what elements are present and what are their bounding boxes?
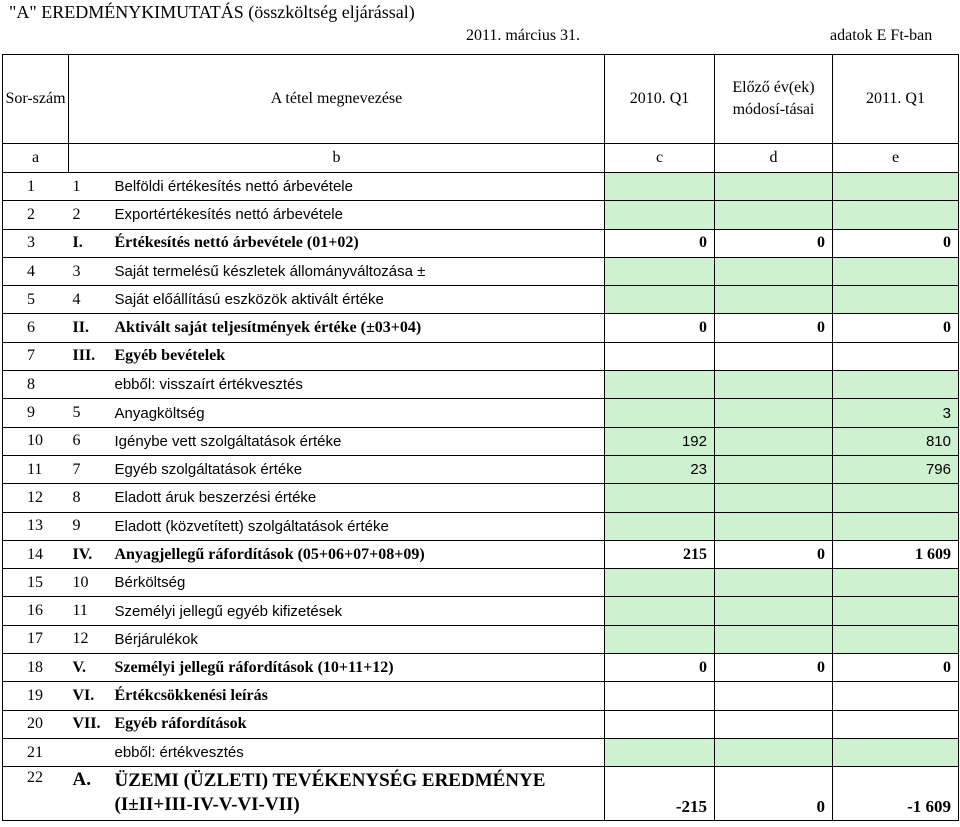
table-row	[3, 201, 959, 229]
row-item-name: Bérjárulékok	[111, 625, 605, 653]
row-value-current	[833, 682, 959, 710]
row-value-current: -1 609	[833, 767, 959, 821]
header-current-year: 2011. Q1	[833, 55, 959, 144]
row-roman-index: 5	[69, 399, 111, 427]
row-roman-index: 3	[69, 257, 111, 285]
row-item-name: Aktivált saját teljesítmények értéke (±03+04)	[111, 314, 605, 342]
row-roman-index	[69, 371, 111, 399]
row-number: 1	[3, 173, 69, 201]
row-number: 9	[3, 399, 69, 427]
row-value-current: 0	[833, 229, 959, 257]
row-value-current[interactable]: 796	[833, 455, 959, 483]
row-value-modifications[interactable]	[715, 173, 833, 201]
header-item-name: A tétel megnevezése	[69, 55, 605, 144]
row-number: 19	[3, 682, 69, 710]
row-roman-index: 11	[69, 597, 111, 625]
income-statement-table	[2, 54, 959, 821]
report-title: "A" EREDMÉNYKIMUTATÁS (összköltség eljárással)	[9, 2, 415, 22]
row-value-prev	[605, 682, 715, 710]
row-value-current: 1 609	[833, 540, 959, 568]
row-value-modifications[interactable]	[715, 484, 833, 512]
row-number: 21	[3, 738, 69, 766]
row-value-modifications[interactable]	[715, 512, 833, 540]
row-value-current: 0	[833, 654, 959, 682]
table-row	[3, 173, 959, 201]
table-row	[3, 625, 959, 653]
row-roman-index: III.	[69, 342, 111, 370]
row-roman-index: 9	[69, 512, 111, 540]
row-value-prev[interactable]	[605, 512, 715, 540]
row-item-name: ÜZEMI (ÜZLETI) TEVÉKENYSÉG EREDMÉNYE (I±II+III-IV-V-VI-VII)	[111, 767, 605, 821]
row-value-prev[interactable]	[605, 597, 715, 625]
letter-c: c	[605, 144, 715, 173]
row-value-prev[interactable]	[605, 286, 715, 314]
row-value-current[interactable]	[833, 738, 959, 766]
row-value-prev[interactable]	[605, 201, 715, 229]
row-value-current[interactable]	[833, 569, 959, 597]
row-value-modifications[interactable]	[715, 201, 833, 229]
letter-d: d	[715, 144, 833, 173]
row-value-modifications[interactable]	[715, 455, 833, 483]
row-value-modifications[interactable]	[715, 427, 833, 455]
row-number: 16	[3, 597, 69, 625]
row-roman-index: 7	[69, 455, 111, 483]
row-value-modifications[interactable]	[715, 286, 833, 314]
row-value-current	[833, 342, 959, 370]
row-value-modifications: 0	[715, 229, 833, 257]
table-row	[3, 455, 959, 483]
row-item-name: Igénybe vett szolgáltatások értéke	[111, 427, 605, 455]
row-number: 12	[3, 484, 69, 512]
row-roman-index: I.	[69, 229, 111, 257]
table-row	[3, 286, 959, 314]
row-item-name: ebből: értékvesztés	[111, 738, 605, 766]
row-number: 6	[3, 314, 69, 342]
report-date: 2011. március 31.	[466, 27, 581, 44]
row-value-prev[interactable]	[605, 484, 715, 512]
row-number: 2	[3, 201, 69, 229]
row-roman-index: 2	[69, 201, 111, 229]
table-row	[3, 512, 959, 540]
row-number: 10	[3, 427, 69, 455]
row-roman-index: 12	[69, 625, 111, 653]
table-row	[3, 484, 959, 512]
row-value-modifications	[715, 342, 833, 370]
row-value-prev[interactable]	[605, 173, 715, 201]
row-roman-index: V.	[69, 654, 111, 682]
header-sorszam: Sor-szám	[3, 55, 69, 144]
table-row	[3, 569, 959, 597]
row-roman-index: VI.	[69, 682, 111, 710]
row-item-name: Saját termelésű készletek állományváltozása ±	[111, 257, 605, 285]
row-number: 8	[3, 371, 69, 399]
row-number: 22	[3, 767, 69, 821]
row-value-current[interactable]	[833, 625, 959, 653]
row-value-modifications[interactable]	[715, 569, 833, 597]
row-value-modifications	[715, 710, 833, 738]
row-value-prev[interactable]	[605, 625, 715, 653]
row-value-prev: 0	[605, 654, 715, 682]
row-value-modifications[interactable]	[715, 371, 833, 399]
row-item-name: Eladott (közvetített) szolgáltatások értéke	[111, 512, 605, 540]
row-value-prev[interactable]	[605, 399, 715, 427]
row-value-current[interactable]	[833, 512, 959, 540]
row-item-name: Értékesítés nettó árbevétele (01+02)	[111, 229, 605, 257]
row-item-name: Exportértékesítés nettó árbevétele	[111, 201, 605, 229]
row-number: 13	[3, 512, 69, 540]
row-value-modifications[interactable]	[715, 597, 833, 625]
row-value-prev	[605, 710, 715, 738]
row-number: 5	[3, 286, 69, 314]
row-value-prev: 215	[605, 540, 715, 568]
row-roman-index: 4	[69, 286, 111, 314]
row-value-current[interactable]	[833, 484, 959, 512]
letter-e: e	[833, 144, 959, 173]
table-row	[3, 597, 959, 625]
row-roman-index	[69, 738, 111, 766]
table-row	[3, 654, 959, 682]
row-number: 3	[3, 229, 69, 257]
letter-b: b	[69, 144, 605, 173]
row-value-current[interactable]: 810	[833, 427, 959, 455]
row-item-name: Személyi jellegű egyéb kifizetések	[111, 597, 605, 625]
row-number: 15	[3, 569, 69, 597]
row-roman-index: 1	[69, 173, 111, 201]
row-value-prev: -215	[605, 767, 715, 821]
table-row	[3, 257, 959, 285]
row-value-current[interactable]	[833, 201, 959, 229]
row-value-prev[interactable]	[605, 738, 715, 766]
row-value-current[interactable]: 3	[833, 399, 959, 427]
row-item-name: Személyi jellegű ráfordítások (10+11+12)	[111, 654, 605, 682]
row-value-modifications[interactable]	[715, 399, 833, 427]
table-row	[3, 314, 959, 342]
row-value-current[interactable]	[833, 286, 959, 314]
table-row	[3, 371, 959, 399]
row-value-modifications: 0	[715, 654, 833, 682]
row-number: 14	[3, 540, 69, 568]
row-value-prev[interactable]: 192	[605, 427, 715, 455]
row-value-modifications	[715, 682, 833, 710]
row-item-name: Saját előállítású eszközök aktivált értéke	[111, 286, 605, 314]
row-item-name: Egyéb szolgáltatások értéke	[111, 455, 605, 483]
row-value-modifications: 0	[715, 540, 833, 568]
row-number: 7	[3, 342, 69, 370]
table-row	[3, 738, 959, 766]
row-value-prev[interactable]	[605, 569, 715, 597]
header-modifications: Előző év(ek) módosí-tásai	[715, 55, 833, 144]
row-item-name: Eladott áruk beszerzési értéke	[111, 484, 605, 512]
row-item-name: Értékcsökkenési leírás	[111, 682, 605, 710]
row-number: 4	[3, 257, 69, 285]
row-roman-index: A.	[69, 767, 111, 821]
row-value-current[interactable]	[833, 597, 959, 625]
row-value-prev: 0	[605, 229, 715, 257]
table-row	[3, 229, 959, 257]
row-item-name: Bérköltség	[111, 569, 605, 597]
row-item-name: Egyéb bevételek	[111, 342, 605, 370]
table-row	[3, 767, 959, 821]
table-row	[3, 682, 959, 710]
row-value-prev: 0	[605, 314, 715, 342]
row-item-name: Belföldi értékesítés nettó árbevétele	[111, 173, 605, 201]
column-header-row	[3, 55, 959, 144]
row-item-name: Egyéb ráfordítások	[111, 710, 605, 738]
row-value-prev[interactable]	[605, 371, 715, 399]
table-row	[3, 710, 959, 738]
row-number: 18	[3, 654, 69, 682]
row-number: 11	[3, 455, 69, 483]
row-item-name: ebből: visszaírt értékvesztés	[111, 371, 605, 399]
row-value-modifications: 0	[715, 314, 833, 342]
table-row	[3, 342, 959, 370]
row-roman-index: II.	[69, 314, 111, 342]
row-value-prev	[605, 342, 715, 370]
table-row	[3, 399, 959, 427]
table-row	[3, 427, 959, 455]
row-item-name: Anyagjellegű ráfordítások (05+06+07+08+09)	[111, 540, 605, 568]
column-letter-row	[3, 144, 959, 173]
row-value-modifications[interactable]	[715, 257, 833, 285]
row-roman-index: 6	[69, 427, 111, 455]
report-units: adatok E Ft-ban	[830, 27, 933, 44]
row-item-name: Anyagköltség	[111, 399, 605, 427]
header-prev-year: 2010. Q1	[605, 55, 715, 144]
row-roman-index: 8	[69, 484, 111, 512]
row-value-prev[interactable]	[605, 257, 715, 285]
table-row	[3, 540, 959, 568]
row-roman-index: 10	[69, 569, 111, 597]
row-roman-index: IV.	[69, 540, 111, 568]
row-value-current[interactable]	[833, 173, 959, 201]
letter-a: a	[3, 144, 69, 173]
row-value-prev[interactable]: 23	[605, 455, 715, 483]
row-number: 20	[3, 710, 69, 738]
row-value-modifications[interactable]	[715, 625, 833, 653]
row-value-current[interactable]	[833, 371, 959, 399]
row-roman-index: VII.	[69, 710, 111, 738]
row-value-current: 0	[833, 314, 959, 342]
row-number: 17	[3, 625, 69, 653]
row-value-modifications[interactable]	[715, 738, 833, 766]
row-value-current[interactable]	[833, 257, 959, 285]
row-value-modifications: 0	[715, 767, 833, 821]
row-value-current	[833, 710, 959, 738]
